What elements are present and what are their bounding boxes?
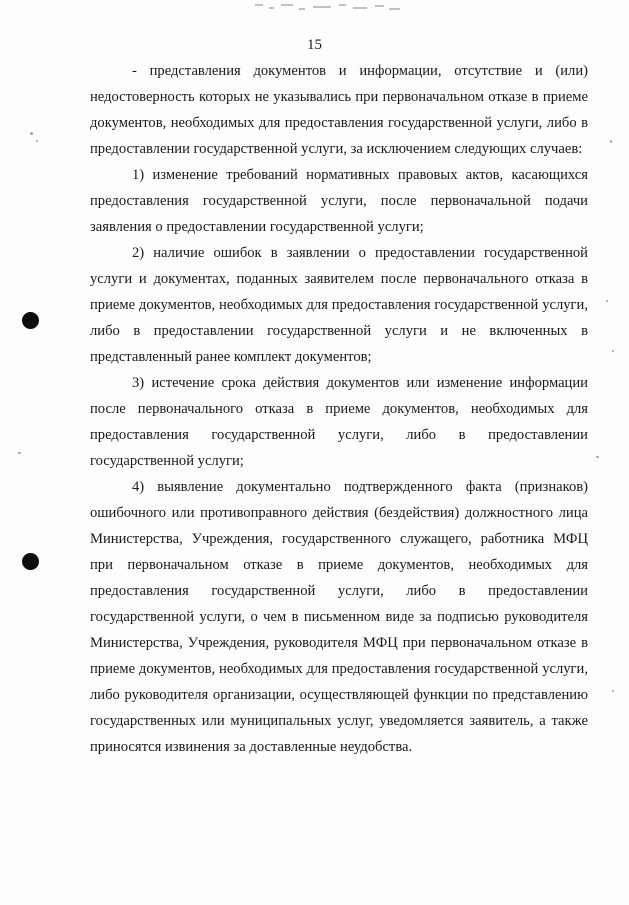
scan-speck — [36, 140, 38, 142]
scan-speck — [18, 452, 21, 454]
punch-hole-bottom — [22, 553, 39, 570]
punch-hole-top — [22, 312, 39, 329]
scan-speck — [596, 456, 599, 458]
scan-speck — [612, 350, 614, 352]
paragraph-item-4: 4) выявление документально подтвержденного факта (признаков) ошибочного или противоправного действия (бездействия) должностного лица Министерства, Учреждения, государственного служащего, работника МФЦ при первоначальном отказе в приеме документов, необходимых для предоставления государственной услуги, либо в предоставлении государственной услуги, о чем в письменном виде за подписью руководителя Министерства, Учреждения, руководителя МФЦ при первоначальном отказе в приеме документов, необходимых для предоставления государственной услуги, либо руководителя организации, осуществляющей функции по представлению государственных или муниципальных услуг, уведомляется заявитель, а также приносятся извинения за доставленные неудобства. — [90, 479, 588, 755]
scan-speck — [606, 300, 608, 302]
paragraph-intro: - представления документов и информации, отсутствие и (или) недостоверность которых не указывались при первоначальном отказе в приеме документов, необходимых для предоставления государственной услуги, либо в предоставлении государственной услуги, за исключением следующих случаев: — [90, 63, 588, 157]
scan-artifact-header — [255, 4, 405, 14]
scan-speck — [30, 132, 33, 135]
paragraph-item-1: 1) изменение требований нормативных правовых актов, касающихся предоставления государственной услуги, после первоначальной подачи заявления о предоставлении государственной услуги; — [90, 167, 588, 235]
paragraph-item-3: 3) истечение срока действия документов или изменение информации после первоначального отказа в приеме документов, необходимых для предоставления государственной услуги, либо в предоставлении государственной услуги; — [90, 375, 588, 469]
paragraph-item-2: 2) наличие ошибок в заявлении о предоставлении государственной услуги и документах, поданных заявителем после первоначального отказа в приеме документов, необходимых для предоставления государственной услуги, либо в предоставлении государственной услуги и не включенных в представленный ранее комплект документов; — [90, 245, 588, 365]
page-number: 15 — [307, 37, 322, 53]
document-body — [90, 58, 588, 760]
scan-speck — [610, 140, 612, 143]
scan-speck — [612, 690, 614, 692]
